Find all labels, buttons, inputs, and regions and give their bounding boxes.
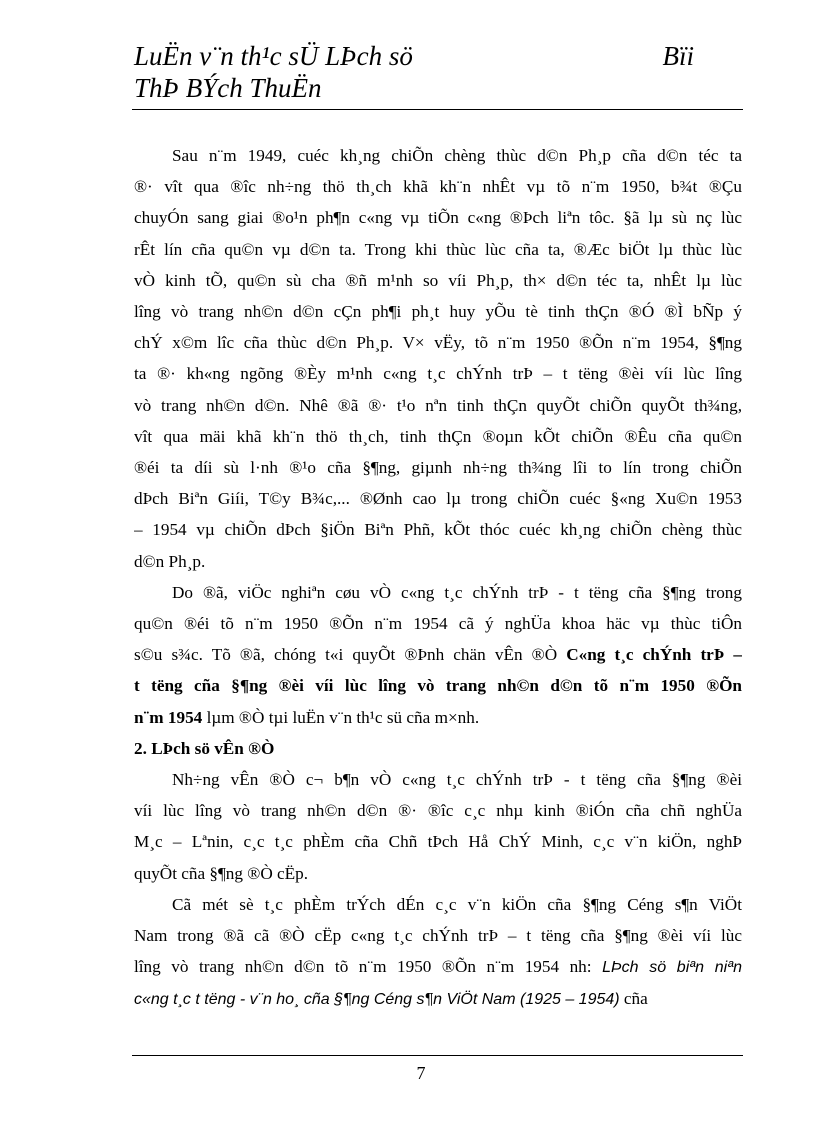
- text-run: cña: [623, 989, 648, 1009]
- running-header: [134, 40, 742, 104]
- body-text: [134, 140, 742, 1016]
- text-line: dÞch Biªn Giíi, T©y B¾c,... ®Ønh cao lµ trong chiÕn cuéc §«ng Xu©n 1953: [134, 489, 742, 509]
- text-line: [134, 983, 742, 1015]
- text-line: víi lùc lîng vò trang nh©n d©n ®· ®îc c¸c nhµ kinh ®iÓn cña chñ nghÜa: [134, 801, 742, 821]
- header-line-1: [134, 40, 742, 72]
- text-line: qu©n ®éi tõ n¨m 1950 ®Õn n¨m 1954 cã ý nghÜa khoa häc vµ thùc tiÔn: [134, 614, 742, 634]
- text-run: s©u s¾c. Tõ ®ã, chóng t«i quyÕt ®Þnh chän vÊn ®Ò: [134, 645, 558, 665]
- thesis-topic-bold: C«ng t¸c chÝnh trÞ –: [566, 645, 742, 665]
- thesis-topic-bold: t tëng cña §¶ng ®èi víi lùc lîng vò trang nh©n d©n tõ n¨m 1950 ®Õn: [134, 676, 742, 696]
- section-heading: 2. LÞch sö vÊn ®Ò: [134, 738, 275, 758]
- text-line: ®· vît qua ®îc nh÷ng thö th¸ch khã kh¨n nhÊt vµ tõ n¨m 1950, b¾t ®Çu: [134, 177, 742, 197]
- header-line-2: [134, 72, 742, 104]
- header-divider: [132, 109, 743, 110]
- text-line: – 1954 vµ chiÕn dÞch §iÖn Biªn Phñ, kÕt thóc cuéc kh¸ng chiÕn chèng thùc: [134, 520, 742, 540]
- text-line: vò trang nh©n d©n. Nhê ®ã ®· t¹o nªn tinh thÇn quyÕt chiÕn quyÕt th¾ng,: [134, 395, 742, 415]
- text-line: vÒ kinh tÕ, qu©n sù cha ®ñ m¹nh so víi Ph¸p, th× d©n téc ta, nhÊt lµ lùc: [134, 270, 742, 290]
- text-line: vît qua mäi khã kh¨n thö th¸ch, tinh thÇn ®oµn kÕt chiÕn ®Êu cña qu©n: [134, 426, 742, 446]
- text-line: ta ®· kh«ng ngõng ®Èy m¹nh c«ng t¸c chÝnh trÞ – t tëng ®èi víi lùc lîng: [134, 364, 742, 384]
- footer-divider: [132, 1055, 743, 1056]
- page-number: 7: [416, 1063, 426, 1083]
- text-line: quyÕt cña §¶ng ®Ò cËp.: [134, 863, 309, 883]
- citation-italic: LÞch sö biªn niªn: [602, 959, 742, 977]
- text-line: Do ®ã, viÖc nghiªn cøu vÒ c«ng t¸c chÝnh trÞ - t tëng cña §¶ng trong: [172, 582, 742, 602]
- text-line: [134, 639, 742, 670]
- text-line: Sau n¨m 1949, cuéc kh¸ng chiÕn chèng thùc d©n Ph¸p cña d©n téc ta: [172, 146, 742, 165]
- text-line: Nam trong ®ã cã ®Ò cËp c«ng t¸c chÝnh trÞ – t tëng cña §¶ng ®èi víi lùc: [134, 926, 742, 946]
- text-line: ®éi ta díi sù l·nh ®¹o cña §¶ng, giµnh nh÷ng th¾ng lîi to lín trong chiÕn: [134, 458, 742, 478]
- text-line: d©n Ph¸p.: [134, 551, 206, 571]
- citation-italic: c«ng t¸c t tëng - v¨n ho¸ cña §¶ng Céng s¶n ViÖt Nam (1925 – 1954): [134, 991, 620, 1009]
- text-line: lîng vò trang nh©n d©n cÇn ph¶i ph¸t huy yÕu tè tinh thÇn ®Ó ®Ì bÑp ý: [134, 302, 742, 322]
- header-author-part1: Bïi: [662, 41, 694, 71]
- header-author-part2: ThÞ BÝch ThuËn: [134, 73, 322, 103]
- text-line: [134, 951, 742, 983]
- text-line: Cã mét sè t¸c phÈm trÝch dÉn c¸c v¨n kiÖn cña §¶ng Céng s¶n ViÖt: [172, 894, 742, 914]
- thesis-topic-bold: n¨m 1954: [134, 707, 203, 727]
- text-line: Nh÷ng vÊn ®Ò c¬ b¶n vÒ c«ng t¸c chÝnh trÞ - t tëng cña §¶ng ®èi: [172, 770, 742, 790]
- text-line: rÊt lín cña qu©n vµ d©n ta. Trong khi thùc lùc cña ta, ®Æc biÖt lµ thùc lùc: [134, 239, 742, 259]
- header-title: LuËn v¨n th¹c sÜ LÞch sö: [134, 41, 413, 71]
- text-line: chÝ x©m lîc cña thùc d©n Ph¸p. V× vËy, tõ n¨m 1950 ®Õn n¨m 1954, §¶ng: [134, 333, 742, 353]
- text-run: lµm ®Ò tµi luËn v¨n th¹c sü cña m×nh.: [206, 707, 480, 727]
- text-line: M¸c – Lªnin, c¸c t¸c phÈm cña Chñ tÞch Hå ChÝ Minh, c¸c v¨n kiÖn, nghÞ: [134, 832, 742, 852]
- text-line: [134, 702, 742, 733]
- text-run: lîng vò trang nh©n d©n tõ n¨m 1950 ®Õn n¨m 1954 nh:: [134, 957, 592, 977]
- text-line: chuyÓn sang giai ®o¹n ph¶n c«ng vµ tiÕn c«ng ®Þch liªn tôc. §ã lµ sù nç lùc: [134, 208, 742, 228]
